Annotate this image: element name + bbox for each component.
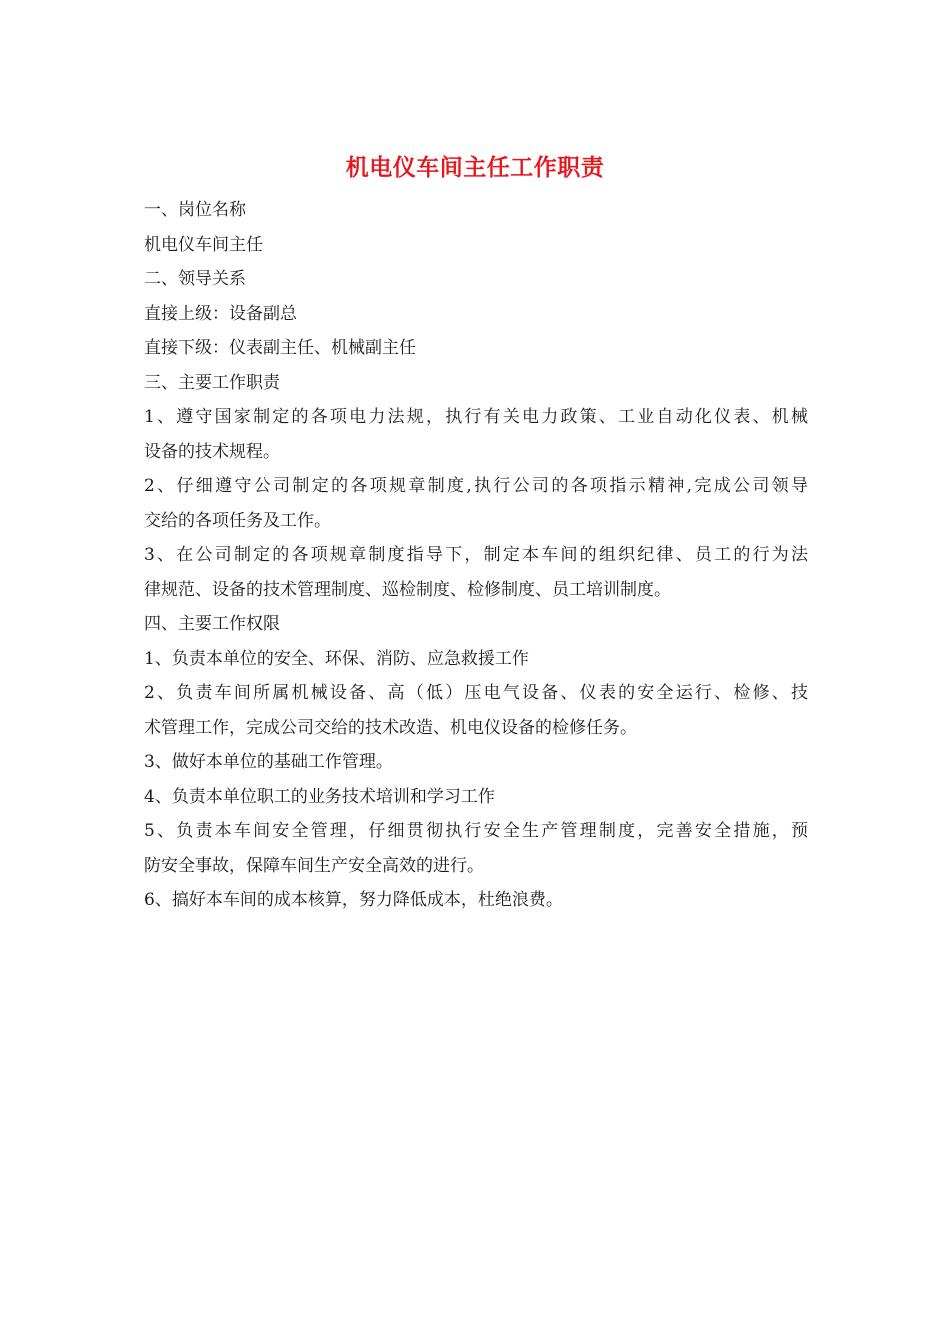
document-title: 机电仪车间主任工作职责: [345, 154, 605, 181]
text-line: 设备的技术规程。: [144, 441, 280, 462]
text-line: 四、主要工作权限: [144, 614, 280, 634]
text-line: 1、负责本单位的安全、环保、消防、应急救援工作: [144, 648, 529, 669]
text-line: 3、做好本单位的基础工作管理。: [144, 752, 393, 772]
text-line: 5、负责本车间安全管理，仔细贯彻执行安全生产管理制度，完善安全措施，预: [144, 821, 808, 841]
text-line: 交给的各项任务及工作。: [144, 510, 331, 531]
text-line: 术管理工作，完成公司交给的技术改造、机电仪设备的检修任务。: [144, 717, 637, 738]
text-line: 2、仔细遵守公司制定的各项规章制度,执行公司的各项指示精神,完成公司领导: [144, 476, 808, 496]
text-line: 4、负责本单位职工的业务技术培训和学习工作: [144, 786, 495, 807]
document-body: [144, 193, 808, 918]
text-line: 直接下级：仪表副主任、机械副主任: [144, 338, 416, 358]
text-line: 机电仪车间主任: [144, 234, 263, 255]
text-line: 直接上级：设备副总: [144, 303, 297, 324]
text-line: 防安全事故，保障车间生产安全高效的进行。: [144, 855, 484, 876]
text-line: 律规范、设备的技术管理制度、巡检制度、检修制度、员工培训制度。: [144, 579, 671, 600]
text-line: 1、遵守国家制定的各项电力法规，执行有关电力政策、工业自动化仪表、机械: [144, 407, 808, 427]
text-line: 2、负责车间所属机械设备、高（低）压电气设备、仪表的安全运行、检修、技: [144, 683, 808, 703]
text-line: 6、搞好本车间的成本核算，努力降低成本，杜绝浪费。: [144, 890, 563, 910]
text-line: 3、在公司制定的各项规章制度指导下，制定本车间的组织纪律、员工的行为法: [144, 545, 808, 565]
text-line: 一、岗位名称: [144, 200, 246, 220]
text-line: 二、领导关系: [144, 269, 246, 289]
text-line: 三、主要工作职责: [144, 372, 280, 393]
